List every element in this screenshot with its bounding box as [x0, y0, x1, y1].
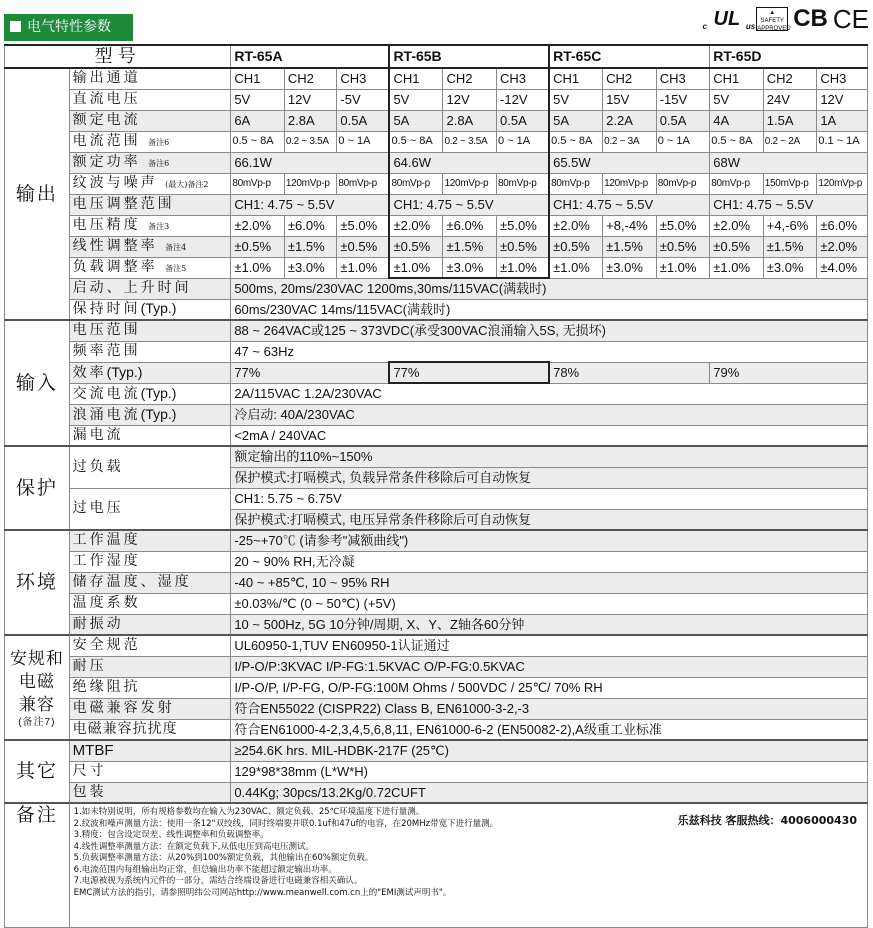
spec-row [5, 110, 868, 131]
spec-cell: 24V [763, 89, 817, 110]
spec-cell: 12V [817, 89, 868, 110]
spec-cell: 79% [710, 362, 868, 383]
spec-cell: 保护模式:打嗝模式, 电压异常条件移除后可自动恢复 [231, 509, 868, 530]
spec-label: 耐振动 [69, 614, 231, 635]
spec-row [5, 341, 868, 362]
spec-cell: ±1.5% [763, 236, 817, 257]
ul-mark-icon: c UL us [702, 7, 756, 31]
spec-cell: 80mVp-p [337, 173, 390, 194]
safety-mark-icon: ▲ SAFETY APPROVED [756, 7, 788, 31]
model-label: 型号 [5, 45, 231, 68]
spec-label: 电压范围 [69, 320, 231, 341]
spec-row [5, 425, 868, 446]
spec-cell: 0.5A [497, 110, 550, 131]
spec-row [5, 572, 868, 593]
category-environment: 环境 [5, 530, 70, 635]
spec-label: 交流电流(Typ.) [69, 383, 231, 404]
spec-cell: ±1.0% [549, 257, 603, 278]
spec-cell: ±0.5% [497, 236, 550, 257]
spec-row [5, 89, 868, 110]
spec-label: 尺寸 [69, 761, 231, 782]
spec-cell: ±0.5% [337, 236, 390, 257]
spec-cell: ±6.0% [443, 215, 497, 236]
spec-label: 安全规范 [69, 635, 231, 656]
spec-cell: CH1 [389, 68, 443, 89]
spec-cell: 5A [549, 110, 603, 131]
spec-cell: 0.2 ~ 3A [603, 131, 657, 152]
spec-row [5, 152, 868, 173]
spec-cell: ±1.0% [337, 257, 390, 278]
spec-cell: CH2 [284, 68, 337, 89]
spec-cell: 5V [231, 89, 285, 110]
spec-row [5, 383, 868, 404]
spec-cell: 5V [389, 89, 443, 110]
spec-cell: ±1.0% [497, 257, 550, 278]
spec-cell: CH2 [443, 68, 497, 89]
spec-row [5, 278, 868, 299]
note-line: 2.纹波和噪声测量方法：使用一条12"双绞线，同时终端要并联0.1uf和47uf的电容，在20MHz带宽下进行量测。 [73, 818, 499, 829]
spec-cell: ±0.5% [231, 236, 285, 257]
spec-label: 过负载 [69, 446, 231, 488]
category-protection: 保护 [5, 446, 70, 530]
spec-label: 电磁兼容抗扰度 [69, 719, 231, 740]
model-name: RT-65C [549, 45, 710, 68]
spec-row [5, 761, 868, 782]
spec-label: 输出通道 [69, 68, 231, 89]
spec-cell: 4A [710, 110, 764, 131]
spec-table [4, 44, 868, 928]
spec-cell: I/P-O/P:3KVAC I/P-FG:1.5KVAC O/P-FG:0.5KVAC [231, 656, 868, 677]
spec-cell: 60ms/230VAC 14ms/115VAC(满载时) [231, 299, 868, 320]
spec-cell: ±1.0% [710, 257, 764, 278]
spec-cell: CH1 [231, 68, 285, 89]
category-others: 其它 [5, 740, 70, 803]
spec-cell: 0 ~ 1A [656, 131, 710, 152]
spec-label: MTBF [69, 740, 231, 761]
spec-cell: 5V [549, 89, 603, 110]
spec-cell: 120mVp-p [603, 173, 657, 194]
spec-cell: ±1.0% [231, 257, 285, 278]
spec-cell: -5V [337, 89, 390, 110]
spec-cell: 符合EN55022 (CISPR22) Class B, EN61000-3-2,-3 [231, 698, 868, 719]
spec-cell: 80mVp-p [231, 173, 285, 194]
spec-cell: 0.5A [337, 110, 390, 131]
category-notes: 备注 [5, 803, 70, 927]
spec-cell: -40 ~ +85℃, 10 ~ 95% RH [231, 572, 868, 593]
spec-label: 浪涌电流(Typ.) [69, 404, 231, 425]
spec-cell: 冷启动: 40A/230VAC [231, 404, 868, 425]
spec-cell: 0.2 ~ 3.5A [284, 131, 337, 152]
spec-cell: 500ms, 20ms/230VAC 1200ms,30ms/115VAC(满载时) [231, 278, 868, 299]
spec-cell: ±3.0% [443, 257, 497, 278]
spec-cell: 1A [817, 110, 868, 131]
spec-row [5, 614, 868, 635]
section-header [4, 14, 133, 41]
spec-cell: ±5.0% [497, 215, 550, 236]
spec-row [5, 404, 868, 425]
spec-row [5, 530, 868, 551]
spec-row [5, 362, 868, 383]
model-name: RT-65A [231, 45, 390, 68]
spec-cell: -12V [497, 89, 550, 110]
spec-cell: 120mVp-p [284, 173, 337, 194]
spec-label: 直流电压 [69, 89, 231, 110]
spec-cell: 77% [231, 362, 390, 383]
spec-cell: 65.5W [549, 152, 710, 173]
spec-row [5, 320, 868, 341]
spec-cell: ±3.0% [763, 257, 817, 278]
spec-cell: 66.1W [231, 152, 390, 173]
spec-cell: CH3 [497, 68, 550, 89]
spec-cell: 15V [603, 89, 657, 110]
spec-cell: UL60950-1,TUV EN60950-1认证通过 [231, 635, 868, 656]
note-line: 4.线性调整率测量方法：在额定负载下,从低电压到高电压测试。 [73, 841, 314, 852]
spec-cell: 64.6W [389, 152, 549, 173]
cert-logos [703, 2, 869, 36]
spec-label: 温度系数 [69, 593, 231, 614]
spec-cell: ±0.5% [656, 236, 710, 257]
spec-cell: 120mVp-p [443, 173, 497, 194]
spec-cell: 0.5 ~ 8A [710, 131, 764, 152]
spec-row [5, 68, 868, 89]
spec-cell: 10 ~ 500Hz, 5G 10分钟/周期, X、Y、Z轴各60分钟 [231, 614, 868, 635]
notes-cell [69, 803, 867, 927]
spec-cell: 0.2 ~ 2A [763, 131, 817, 152]
note-line: 3.精度：包含设定误差、线性调整率和负载调整率。 [73, 830, 269, 840]
spec-cell: ±0.5% [389, 236, 443, 257]
spec-cell: CH1 [549, 68, 603, 89]
spec-cell: CH1: 4.75 ~ 5.5V [549, 194, 710, 215]
spec-label: 工作湿度 [69, 551, 231, 572]
spec-cell: 0.5 ~ 8A [231, 131, 285, 152]
note-line: 7.电源被视为系统内元件的一部分，需结合终端设备进行电磁兼容相关确认。 [73, 876, 363, 886]
spec-cell: CH2 [763, 68, 817, 89]
spec-cell: CH3 [656, 68, 710, 89]
spec-cell: 12V [284, 89, 337, 110]
spec-cell: 80mVp-p [389, 173, 443, 194]
spec-row [5, 656, 868, 677]
spec-label: 电压调整范围 [69, 194, 231, 215]
spec-label: 电压精度 备注3 [69, 215, 231, 236]
spec-cell: ±0.03%/℃ (0 ~ 50℃) (+5V) [231, 593, 868, 614]
spec-cell: ±6.0% [817, 215, 868, 236]
model-name: RT-65B [389, 45, 549, 68]
spec-row [5, 782, 868, 803]
spec-cell: 2.8A [443, 110, 497, 131]
spec-cell: 120mVp-p [817, 173, 868, 194]
spec-cell: 0.5 ~ 8A [389, 131, 443, 152]
spec-label: 电磁兼容发射 [69, 698, 231, 719]
spec-cell: 0 ~ 1A [497, 131, 550, 152]
spec-label: 储存温度、湿度 [69, 572, 231, 593]
spec-cell: <2mA / 240VAC [231, 425, 868, 446]
spec-label: 额定功率 备注6 [69, 152, 231, 173]
spec-cell: ±2.0% [389, 215, 443, 236]
spec-cell: CH3 [817, 68, 868, 89]
spec-cell: 5A [389, 110, 443, 131]
spec-row [5, 236, 868, 257]
note-line: 6.电流范围内每组输出均正常，但总输出功率不能超过额定输出功率。 [73, 864, 337, 875]
spec-cell: 0.5A [656, 110, 710, 131]
spec-cell: ±1.0% [656, 257, 710, 278]
square-bullet-icon [10, 21, 21, 32]
spec-label: 线性调整率 备注4 [69, 236, 231, 257]
spec-row [5, 593, 868, 614]
spec-row [5, 194, 868, 215]
spec-row [5, 131, 868, 152]
spec-label: 保持时间(Typ.) [69, 299, 231, 320]
spec-cell: 78% [549, 362, 710, 383]
hotline-text: 乐兹科技 客服热线：4006000430 [677, 814, 857, 827]
spec-label: 效率(Typ.) [69, 362, 231, 383]
spec-row [5, 299, 868, 320]
spec-row [5, 173, 868, 194]
spec-row [5, 677, 868, 698]
note-line: EMC测试方法的指引，请参照明纬公司网站http://www.meanwell.com.cn上的"EMI测试声明书"。 [73, 887, 452, 898]
spec-cell: 80mVp-p [549, 173, 603, 194]
spec-label: 启动、上升时间 [69, 278, 231, 299]
spec-cell: CH1 [710, 68, 764, 89]
spec-cell: 20 ~ 90% RH,无冷凝 [231, 551, 868, 572]
spec-cell: 0.2 ~ 3.5A [443, 131, 497, 152]
spec-cell: ±0.5% [710, 236, 764, 257]
spec-row [5, 635, 868, 656]
spec-row [5, 719, 868, 740]
spec-cell: 150mVp-p [763, 173, 817, 194]
spec-row [5, 215, 868, 236]
model-row [5, 45, 868, 68]
spec-row [5, 257, 868, 278]
spec-cell: CH1: 4.75 ~ 5.5V [231, 194, 390, 215]
note-line: 5.负载调整率测量方法：从20%到100%额定负载，其他输出在60%额定负载。 [73, 853, 374, 863]
spec-cell: I/P-O/P, I/P-FG, O/P-FG:100M Ohms / 500VDC / 25℃/ 70% RH [231, 677, 868, 698]
spec-label: 耐压 [69, 656, 231, 677]
spec-cell: 0.44Kg; 30pcs/13.2Kg/0.72CUFT [231, 782, 868, 803]
category-output: 输出 [5, 68, 70, 320]
spec-cell: 2.8A [284, 110, 337, 131]
spec-cell: CH1: 4.75 ~ 5.5V [710, 194, 868, 215]
spec-row [5, 446, 868, 467]
spec-cell: CH1: 5.75 ~ 6.75V [231, 488, 868, 509]
category-input: 输入 [5, 320, 70, 446]
spec-cell: 80mVp-p [497, 173, 550, 194]
spec-cell: ±6.0% [284, 215, 337, 236]
notes-row [5, 803, 868, 927]
category-safety-emc: 安规和 电磁 兼容 (备注7) [5, 635, 70, 740]
spec-cell: ±0.5% [549, 236, 603, 257]
spec-cell: ±2.0% [710, 215, 764, 236]
spec-row [5, 740, 868, 761]
spec-cell: ±1.0% [389, 257, 443, 278]
spec-cell: -15V [656, 89, 710, 110]
spec-cell: ±5.0% [656, 215, 710, 236]
spec-label: 额定电流 [69, 110, 231, 131]
spec-cell: 129*98*38mm (L*W*H) [231, 761, 868, 782]
spec-cell: ±1.5% [443, 236, 497, 257]
spec-cell: CH1: 4.75 ~ 5.5V [389, 194, 549, 215]
spec-cell: 符合EN61000-4-2,3,4,5,6,8,11, EN61000-6-2 (EN50082-2),A级重工业标准 [231, 719, 868, 740]
spec-cell: 88 ~ 264VAC或125 ~ 373VDC(承受300VAC浪涌输入5S, 无损坏) [231, 320, 868, 341]
spec-cell: 80mVp-p [710, 173, 764, 194]
spec-cell: 0.1 ~ 1A [817, 131, 868, 152]
spec-cell: 2A/115VAC 1.2A/230VAC [231, 383, 868, 404]
spec-cell: 6A [231, 110, 285, 131]
spec-label: 绝缘阻抗 [69, 677, 231, 698]
spec-label: 纹波与噪声 (最大)备注2 [69, 173, 231, 194]
spec-label: 漏电流 [69, 425, 231, 446]
spec-label: 电流范围 备注6 [69, 131, 231, 152]
spec-cell: 额定输出的110%~150% [231, 446, 868, 467]
cb-mark-icon: CB [793, 5, 828, 32]
spec-cell: ±1.5% [284, 236, 337, 257]
spec-label: 负载调整率 备注5 [69, 257, 231, 278]
spec-label: 频率范围 [69, 341, 231, 362]
spec-cell: 1.5A [763, 110, 817, 131]
spec-row [5, 551, 868, 572]
spec-cell: CH3 [337, 68, 390, 89]
spec-row [5, 698, 868, 719]
spec-cell: 5V [710, 89, 764, 110]
spec-cell: ±2.0% [231, 215, 285, 236]
spec-cell: ±4.0% [817, 257, 868, 278]
spec-row [5, 488, 868, 509]
model-name: RT-65D [710, 45, 868, 68]
ce-mark-icon: CE [832, 3, 869, 34]
spec-cell: 12V [443, 89, 497, 110]
note-line: 1.如未特别说明，所有规格参数均在输入为230VAC、额定负载、25℃环境温度下进行量测。 [73, 807, 425, 817]
spec-cell: +4,-6% [763, 215, 817, 236]
spec-label: 包装 [69, 782, 231, 803]
spec-cell: 0.5 ~ 8A [549, 131, 603, 152]
spec-cell: 0 ~ 1A [337, 131, 390, 152]
spec-label: 过电压 [69, 488, 231, 530]
section-title: 电气特性参数 [27, 19, 111, 35]
spec-cell: 68W [710, 152, 868, 173]
spec-cell: ≥254.6K hrs. MIL-HDBK-217F (25℃) [231, 740, 868, 761]
spec-cell: ±5.0% [337, 215, 390, 236]
spec-cell: ±1.5% [603, 236, 657, 257]
spec-label: 工作温度 [69, 530, 231, 551]
spec-cell: ±2.0% [817, 236, 868, 257]
spec-cell: CH2 [603, 68, 657, 89]
spec-cell: 77% [389, 362, 549, 383]
spec-cell: ±3.0% [284, 257, 337, 278]
spec-cell: 保护模式:打嗝模式, 负载异常条件移除后可自动恢复 [231, 467, 868, 488]
spec-cell: 47 ~ 63Hz [231, 341, 868, 362]
spec-cell: ±3.0% [603, 257, 657, 278]
spec-cell: 2.2A [603, 110, 657, 131]
spec-cell: 80mVp-p [656, 173, 710, 194]
spec-cell: +8,-4% [603, 215, 657, 236]
spec-cell: -25~+70℃ (请参考"减额曲线") [231, 530, 868, 551]
spec-cell: ±2.0% [549, 215, 603, 236]
